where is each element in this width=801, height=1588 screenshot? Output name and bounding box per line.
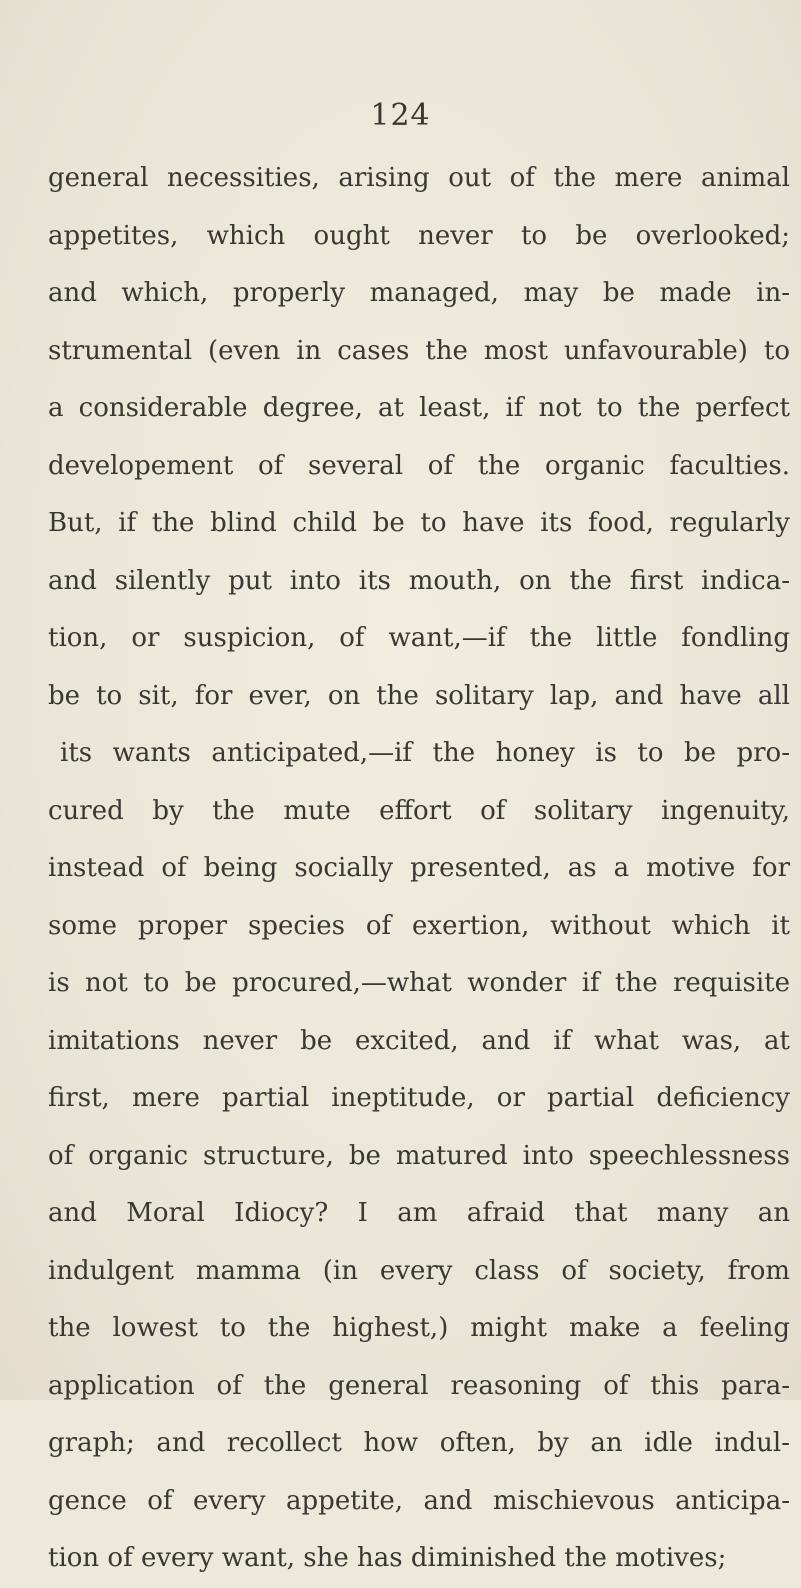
text-line: cured by the mute effort of solitary ingenuity, xyxy=(48,795,790,826)
text-line: appetites, which ought never to be overlooked; xyxy=(48,220,790,251)
text-line: the lowest to the highest,) might make a feeling xyxy=(48,1313,790,1343)
text-line: instead of being socially presented, as a motive for xyxy=(48,853,790,883)
text-line: of organic structure, be matured into speechlessness xyxy=(48,1140,790,1171)
text-line: tion of every want, she has diminished the motives; xyxy=(48,1543,727,1573)
text-line: some proper species of exertion, without which it xyxy=(48,910,790,941)
text-line: imitations never be excited, and if what was, at xyxy=(48,1025,790,1056)
text-line: general necessities, arising out of the mere animal xyxy=(48,163,790,193)
text-line: tion, or suspicion, of want,—if the little fondling xyxy=(48,623,790,653)
text-line: But, if the blind child be to have its food, regularly xyxy=(48,508,790,538)
text-line: and Moral Idiocy? I am afraid that many an xyxy=(48,1198,790,1228)
text-line: and which, properly managed, may be made in- xyxy=(48,278,790,308)
text-line: application of the general reasoning of this para- xyxy=(48,1370,790,1401)
page-number: 124 xyxy=(370,98,431,133)
text-line: strumental (even in cases the most unfavourable) to xyxy=(48,335,790,366)
text-line: graph; and recollect how often, by an idle indul- xyxy=(48,1428,790,1458)
text-line: first, mere partial ineptitude, or partial deficiency xyxy=(48,1083,790,1113)
text-line: is not to be procured,—what wonder if the requisite xyxy=(48,968,790,998)
body-text xyxy=(48,150,790,1588)
text-line: indulgent mamma (in every class of society, from xyxy=(48,1255,790,1286)
text-line: be to sit, for ever, on the solitary lap, and have all xyxy=(48,680,790,711)
text-line: gence of every appetite, and mischievous anticipa- xyxy=(48,1485,790,1516)
text-line: a considerable degree, at least, if not to the perfect xyxy=(48,393,790,423)
text-line: and silently put into its mouth, on the first indica- xyxy=(48,565,790,596)
text-line: its wants anticipated,—if the honey is to be pro- xyxy=(60,738,790,768)
text-line: developement of several of the organic faculties. xyxy=(48,450,790,481)
